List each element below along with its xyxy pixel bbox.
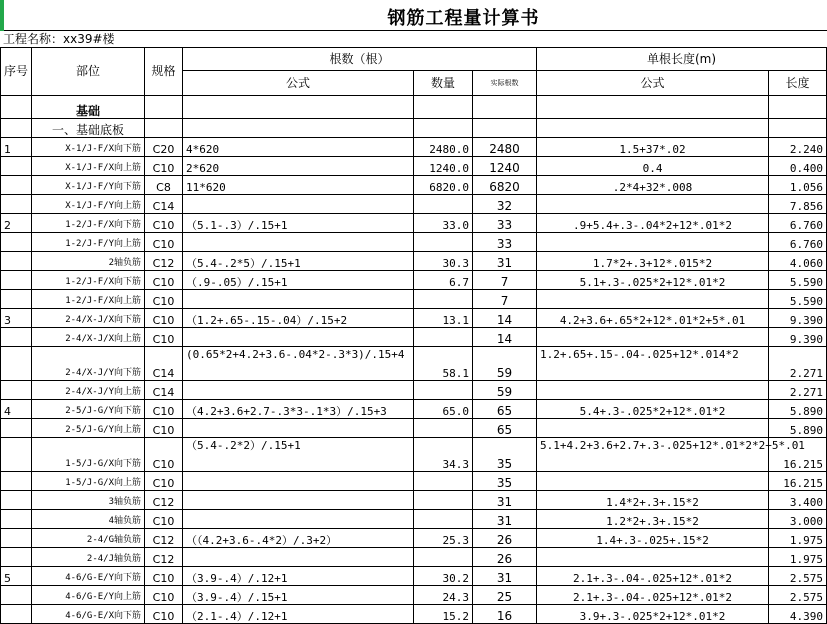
cell-length-formula[interactable]: 2.1+.3-.04-.025+12*.01*2	[537, 567, 769, 586]
table-row	[1, 438, 827, 472]
cell-spec[interactable]: C10	[145, 605, 183, 624]
cell-actual-count[interactable]: 14	[473, 309, 537, 328]
sheet-title: 钢筋工程量计算书	[387, 8, 540, 29]
cell-count-formula[interactable]: （.9-.05）/.15+1	[183, 271, 414, 290]
cell-seq[interactable]	[1, 529, 32, 548]
cell-spec[interactable]: C10	[145, 586, 183, 605]
cell-spec[interactable]: C10	[145, 328, 183, 347]
cell-seq[interactable]	[1, 233, 32, 252]
cell-length-formula[interactable]: 1.5+37*.02	[537, 138, 769, 157]
cell-seq[interactable]	[1, 347, 32, 381]
table-row	[1, 309, 827, 328]
cell-quantity[interactable]	[414, 328, 473, 347]
cell-position[interactable]: 2-4/X-J/X向上筋	[32, 328, 145, 347]
cell-count-formula[interactable]	[183, 548, 414, 567]
cell-spec[interactable]: C10	[145, 400, 183, 419]
cell-length-formula[interactable]: 2.1+.3-.04-.025+12*.01*2	[537, 586, 769, 605]
cell-position[interactable]: X-1/J-F/X向上筋	[32, 157, 145, 176]
table-row	[1, 510, 827, 529]
cell-count-formula[interactable]	[183, 328, 414, 347]
cell-seq[interactable]: 4	[1, 400, 32, 419]
cell-position[interactable]: 1-2/J-F/X向上筋	[32, 290, 145, 309]
cell-actual-count[interactable]: 31	[473, 510, 537, 529]
cell-length-formula[interactable]: 1.7*2+.3+12*.015*2	[537, 252, 769, 271]
cell-length[interactable]: 3.000	[769, 510, 827, 529]
cell-actual-count[interactable]: 32	[473, 195, 537, 214]
cell-position[interactable]: 4-6/G-E/Y向上筋	[32, 586, 145, 605]
cell-count-formula[interactable]: 2*620	[183, 157, 414, 176]
table-row	[1, 567, 827, 586]
table-row	[1, 347, 827, 381]
cell-position[interactable]: 2-4/X-J/Y向上筋	[32, 381, 145, 400]
cell-length[interactable]	[769, 119, 827, 138]
cell-quantity[interactable]: 65.0	[414, 400, 473, 419]
cell-quantity[interactable]: 30.2	[414, 567, 473, 586]
cell-spec[interactable]	[145, 119, 183, 138]
cell-spec[interactable]: C10	[145, 271, 183, 290]
cell-count-formula[interactable]	[183, 233, 414, 252]
cell-position[interactable]: 2-5/J-G/Y向下筋	[32, 400, 145, 419]
cell-spec[interactable]: C10	[145, 510, 183, 529]
cell-spec[interactable]: C12	[145, 548, 183, 567]
cell-length-formula[interactable]: 1.2+.65+.15-.04-.025+12*.014*2	[537, 347, 769, 381]
cell-length-formula[interactable]	[537, 419, 769, 438]
table-row	[1, 96, 827, 119]
cell-actual-count[interactable]: 31	[473, 491, 537, 510]
header-length-value: 长度	[769, 71, 827, 96]
cell-length-formula[interactable]	[537, 328, 769, 347]
header-count-formula: 公式	[183, 71, 414, 96]
table-row	[1, 233, 827, 252]
table-row	[1, 138, 827, 157]
cell-quantity[interactable]: 25.3	[414, 529, 473, 548]
cell-length[interactable]: 2.240	[769, 138, 827, 157]
cell-count-formula[interactable]: 11*620	[183, 176, 414, 195]
cell-length-formula[interactable]	[537, 119, 769, 138]
cell-position[interactable]: 4-6/G-E/Y向下筋	[32, 567, 145, 586]
cell-seq[interactable]	[1, 157, 32, 176]
cell-spec[interactable]: C12	[145, 252, 183, 271]
cell-count-formula[interactable]: (0.65*2+4.2+3.6-.04*2-.3*3)/.15+4	[183, 347, 414, 381]
cell-quantity[interactable]: 30.3	[414, 252, 473, 271]
cell-seq[interactable]	[1, 271, 32, 290]
cell-length-formula[interactable]	[537, 472, 769, 491]
cell-quantity[interactable]: 13.1	[414, 309, 473, 328]
cell-position[interactable]: 1-5/J-G/X向上筋	[32, 472, 145, 491]
cell-length-formula[interactable]: 4.2+3.6+.65*2+12*.01*2+5*.01	[537, 309, 769, 328]
cell-spec[interactable]: C10	[145, 419, 183, 438]
cell-actual-count[interactable]: 65	[473, 419, 537, 438]
cell-seq[interactable]	[1, 176, 32, 195]
cell-spec[interactable]: C10	[145, 438, 183, 472]
cell-spec[interactable]: C8	[145, 176, 183, 195]
cell-count-formula[interactable]: （1.2+.65-.15-.04）/.15+2	[183, 309, 414, 328]
cell-spec[interactable]: C10	[145, 290, 183, 309]
section-label[interactable]: 基础	[32, 96, 145, 119]
project-name: 工程名称：xx39#楼	[3, 32, 115, 46]
cell-quantity[interactable]	[414, 510, 473, 529]
cell-count-formula[interactable]	[183, 290, 414, 309]
cell-length[interactable]: 2.271	[769, 381, 827, 400]
table-row	[1, 491, 827, 510]
cell-spec[interactable]: C10	[145, 214, 183, 233]
cell-count-formula[interactable]	[183, 510, 414, 529]
cell-length[interactable]: 4.060	[769, 252, 827, 271]
cell-actual-count[interactable]: 14	[473, 328, 537, 347]
cell-count-formula[interactable]: 4*620	[183, 138, 414, 157]
cell-length-formula[interactable]: 5.1+.3-.025*2+12*.01*2	[537, 271, 769, 290]
cell-quantity[interactable]	[414, 195, 473, 214]
cell-seq[interactable]	[1, 119, 32, 138]
table-row	[1, 419, 827, 438]
cell-count-formula[interactable]	[183, 195, 414, 214]
cell-quantity[interactable]: 2480.0	[414, 138, 473, 157]
cell-actual-count[interactable]: 33	[473, 233, 537, 252]
cell-spec[interactable]: C10	[145, 233, 183, 252]
cell-length[interactable]: 5.590	[769, 290, 827, 309]
cell-seq[interactable]: 3	[1, 309, 32, 328]
cell-seq[interactable]	[1, 605, 32, 624]
cell-count-formula[interactable]: （4.2+3.6+2.7-.3*3-.1*3）/.15+3	[183, 400, 414, 419]
cell-count-formula[interactable]	[183, 96, 414, 119]
subsection-label[interactable]: 一、基础底板	[32, 119, 145, 138]
cell-position[interactable]: 2-5/J-G/Y向上筋	[32, 419, 145, 438]
cell-count-formula[interactable]: （5.1-.3）/.15+1	[183, 214, 414, 233]
cell-length-formula[interactable]: 5.4+.3-.025*2+12*.01*2	[537, 400, 769, 419]
cell-quantity[interactable]	[414, 290, 473, 309]
cell-position[interactable]: X-1/J-F/Y向上筋	[32, 195, 145, 214]
cell-length-formula[interactable]: 1.2*2+.3+.15*2	[537, 510, 769, 529]
cell-length[interactable]: 16.215	[769, 438, 827, 472]
cell-length[interactable]: 6.760	[769, 214, 827, 233]
cell-position[interactable]: 2-4/X-J/Y向下筋	[32, 347, 145, 381]
cell-count-formula[interactable]	[183, 419, 414, 438]
cell-position[interactable]: 2-4/J轴负筋	[32, 548, 145, 567]
cell-actual-count[interactable]	[473, 96, 537, 119]
rebar-table	[0, 47, 827, 624]
table-row	[1, 119, 827, 138]
cell-seq[interactable]	[1, 491, 32, 510]
cell-position[interactable]: 1-2/J-F/Y向上筋	[32, 233, 145, 252]
cell-length-formula[interactable]	[537, 96, 769, 119]
cell-seq[interactable]: 1	[1, 138, 32, 157]
cell-spec[interactable]: C14	[145, 195, 183, 214]
cell-quantity[interactable]	[414, 472, 473, 491]
cell-seq[interactable]	[1, 195, 32, 214]
table-row	[1, 157, 827, 176]
header-actual-count: 实际根数	[473, 71, 537, 96]
cell-actual-count[interactable]: 7	[473, 271, 537, 290]
table-row	[1, 195, 827, 214]
cell-length[interactable]: 2.575	[769, 567, 827, 586]
cell-seq[interactable]	[1, 472, 32, 491]
cell-seq[interactable]: 5	[1, 567, 32, 586]
cell-spec[interactable]: C12	[145, 491, 183, 510]
cell-length[interactable]: 5.890	[769, 400, 827, 419]
table-row	[1, 271, 827, 290]
cell-seq[interactable]	[1, 438, 32, 472]
cell-length[interactable]: 4.390	[769, 605, 827, 624]
cell-quantity[interactable]	[414, 419, 473, 438]
cell-count-formula[interactable]: （（4.2+3.6-.4*2）/.3+2）	[183, 529, 414, 548]
cell-count-formula[interactable]	[183, 381, 414, 400]
cell-length[interactable]: 9.390	[769, 328, 827, 347]
cell-actual-count[interactable]: 65	[473, 400, 537, 419]
cell-length-formula[interactable]	[537, 548, 769, 567]
cell-position[interactable]: X-1/J-F/Y向下筋	[32, 176, 145, 195]
cell-seq[interactable]	[1, 252, 32, 271]
cell-seq[interactable]	[1, 510, 32, 529]
header-seq: 序号	[1, 48, 32, 96]
cell-actual-count[interactable]	[473, 119, 537, 138]
cell-count-formula[interactable]: （5.4-.2*5）/.15+1	[183, 252, 414, 271]
cell-count-formula[interactable]: （3.9-.4）/.15+1	[183, 586, 414, 605]
cell-length[interactable]: 2.271	[769, 347, 827, 381]
cell-length-formula[interactable]	[537, 381, 769, 400]
cell-actual-count[interactable]: 25	[473, 586, 537, 605]
cell-position[interactable]: X-1/J-F/X向下筋	[32, 138, 145, 157]
cell-position[interactable]: 2轴负筋	[32, 252, 145, 271]
cell-spec[interactable]	[145, 96, 183, 119]
cell-quantity[interactable]: 24.3	[414, 586, 473, 605]
header-position: 部位	[32, 48, 145, 96]
cell-quantity[interactable]	[414, 491, 473, 510]
cell-quantity[interactable]: 58.1	[414, 347, 473, 381]
cell-seq[interactable]	[1, 328, 32, 347]
cell-position[interactable]: 1-2/J-F/X向下筋	[32, 271, 145, 290]
cell-spec[interactable]: C10	[145, 472, 183, 491]
cell-count-formula[interactable]: （5.4-.2*2）/.15+1	[183, 438, 414, 472]
cell-quantity[interactable]: 1240.0	[414, 157, 473, 176]
cell-length[interactable]: 5.590	[769, 271, 827, 290]
cell-count-formula[interactable]: （2.1-.4）/.12+1	[183, 605, 414, 624]
cell-spec[interactable]: C10	[145, 309, 183, 328]
cell-seq[interactable]	[1, 290, 32, 309]
cell-count-formula[interactable]: （3.9-.4）/.12+1	[183, 567, 414, 586]
cell-position[interactable]: 1-5/J-G/X向下筋	[32, 438, 145, 472]
cell-spec[interactable]: C20	[145, 138, 183, 157]
cell-length-formula[interactable]: 5.1+4.2+3.6+2.7+.3-.025+12*.01*2*2+5*.01	[537, 438, 769, 472]
cell-length[interactable]: 0.400	[769, 157, 827, 176]
cell-seq[interactable]	[1, 419, 32, 438]
cell-actual-count[interactable]: 33	[473, 214, 537, 233]
table-row	[1, 381, 827, 400]
cell-actual-count[interactable]: 31	[473, 567, 537, 586]
cell-count-formula[interactable]	[183, 119, 414, 138]
cell-length[interactable]: 3.400	[769, 491, 827, 510]
cell-length-formula[interactable]	[537, 195, 769, 214]
cell-length[interactable]: 1.975	[769, 529, 827, 548]
header-length-formula: 公式	[537, 71, 769, 96]
cell-quantity[interactable]: 15.2	[414, 605, 473, 624]
cell-position[interactable]: 2-4/X-J/X向下筋	[32, 309, 145, 328]
cell-actual-count[interactable]: 35	[473, 472, 537, 491]
cell-length-formula[interactable]: .9+5.4+.3-.04*2+12*.01*2	[537, 214, 769, 233]
cell-position[interactable]: 2-4/G轴负筋	[32, 529, 145, 548]
table-row	[1, 529, 827, 548]
cell-length-formula[interactable]: 1.4+.3-.025+.15*2	[537, 529, 769, 548]
cell-length-formula[interactable]: 1.4*2+.3+.15*2	[537, 491, 769, 510]
table-row	[1, 400, 827, 419]
cell-length[interactable]: 2.575	[769, 586, 827, 605]
cell-quantity[interactable]: 33.0	[414, 214, 473, 233]
cell-actual-count[interactable]: 35	[473, 438, 537, 472]
cell-actual-count[interactable]: 26	[473, 548, 537, 567]
table-row	[1, 472, 827, 491]
cell-position[interactable]: 4轴负筋	[32, 510, 145, 529]
cell-actual-count[interactable]: 6820	[473, 176, 537, 195]
cell-length-formula[interactable]	[537, 290, 769, 309]
cell-length[interactable]: 1.975	[769, 548, 827, 567]
title-row	[0, 0, 827, 31]
cell-length-formula[interactable]: 3.9+.3-.025*2+12*.01*2	[537, 605, 769, 624]
header-quantity: 数量	[414, 71, 473, 96]
cell-actual-count[interactable]: 1240	[473, 157, 537, 176]
cell-actual-count[interactable]: 59	[473, 347, 537, 381]
table-row	[1, 586, 827, 605]
cell-length[interactable]: 5.890	[769, 419, 827, 438]
cell-quantity[interactable]	[414, 548, 473, 567]
cell-quantity[interactable]	[414, 381, 473, 400]
cell-length[interactable]	[769, 96, 827, 119]
cell-length[interactable]: 7.856	[769, 195, 827, 214]
cell-seq[interactable]	[1, 96, 32, 119]
cell-quantity[interactable]: 6820.0	[414, 176, 473, 195]
cell-spec[interactable]: C14	[145, 381, 183, 400]
cell-actual-count[interactable]: 2480	[473, 138, 537, 157]
table-row	[1, 252, 827, 271]
cell-spec[interactable]: C10	[145, 157, 183, 176]
cell-count-formula[interactable]	[183, 472, 414, 491]
cell-length[interactable]: 6.760	[769, 233, 827, 252]
cell-quantity[interactable]: 34.3	[414, 438, 473, 472]
cell-count-formula[interactable]	[183, 491, 414, 510]
cell-seq[interactable]	[1, 381, 32, 400]
cell-length[interactable]: 1.056	[769, 176, 827, 195]
cell-position[interactable]: 3轴负筋	[32, 491, 145, 510]
cell-length-formula[interactable]: .2*4+32*.008	[537, 176, 769, 195]
table-row	[1, 605, 827, 624]
table-row	[1, 176, 827, 195]
cell-length[interactable]: 16.215	[769, 472, 827, 491]
cell-actual-count[interactable]: 59	[473, 381, 537, 400]
cell-position[interactable]: 1-2/J-F/X向下筋	[32, 214, 145, 233]
cell-seq[interactable]	[1, 548, 32, 567]
cell-quantity[interactable]	[414, 233, 473, 252]
header-spec: 规格	[145, 48, 183, 96]
table-row	[1, 548, 827, 567]
cell-length-formula[interactable]: 0.4	[537, 157, 769, 176]
cell-spec[interactable]: C12	[145, 529, 183, 548]
cell-spec[interactable]: C14	[145, 347, 183, 381]
cell-actual-count[interactable]: 16	[473, 605, 537, 624]
cell-quantity[interactable]	[414, 96, 473, 119]
cell-actual-count[interactable]: 26	[473, 529, 537, 548]
cell-position[interactable]: 4-6/G-E/X向下筋	[32, 605, 145, 624]
cell-seq[interactable]	[1, 586, 32, 605]
cell-actual-count[interactable]: 31	[473, 252, 537, 271]
cell-length[interactable]: 9.390	[769, 309, 827, 328]
cell-length-formula[interactable]	[537, 233, 769, 252]
cell-quantity[interactable]	[414, 119, 473, 138]
table-row	[1, 328, 827, 347]
cell-quantity[interactable]: 6.7	[414, 271, 473, 290]
cell-spec[interactable]: C10	[145, 567, 183, 586]
cell-actual-count[interactable]: 7	[473, 290, 537, 309]
header-count: 根数（根）	[183, 48, 537, 71]
table-row	[1, 214, 827, 233]
table-row	[1, 290, 827, 309]
header-length: 单根长度(m)	[537, 48, 827, 71]
cell-seq[interactable]: 2	[1, 214, 32, 233]
